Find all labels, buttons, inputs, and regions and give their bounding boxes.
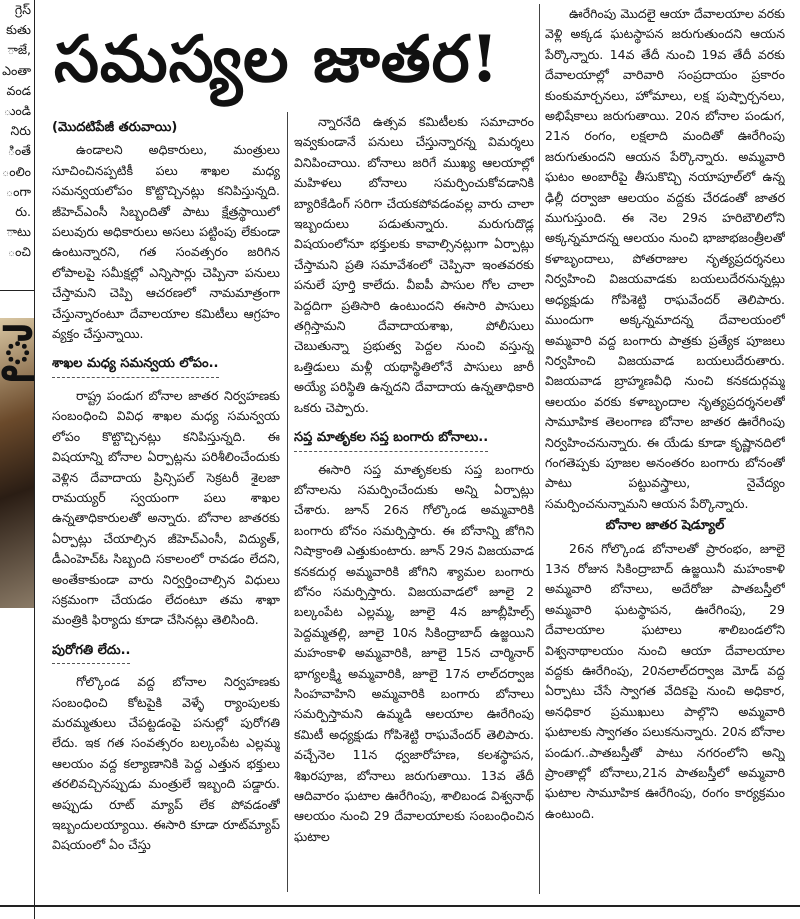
adjacent-text-line: ాజే, [7, 42, 31, 58]
subheading: శాఖల మధ్య సమన్వయ లోపం.. [52, 354, 219, 377]
column-divider [287, 112, 288, 892]
adjacent-heading-glyph: ై [2, 312, 34, 376]
column-2-paragraphs [294, 112, 534, 418]
adjacent-text-line: గ్రెస్ [14, 2, 31, 17]
article-column-2 [294, 112, 534, 892]
adjacent-text-line: కుతు [6, 22, 31, 38]
article-paragraph: రాష్ట్ర పండుగ బోనాల జాతర నిర్వహణకు సంబంధించి వివిధ శాఖల మధ్య సమన్వయ లోపం కొట్టొచ్చినట్లు కనిపిస్తున్నది. ఈ విషయాన్ని బోనాల ఏర్పాట్లను పరిశీలించేందుకు వెళ్లిన దేవాదాయ ప్రిన్సిపల్ సెక్రటరీ శైలజా రామయ్యర్ స్వయంగా పలు శాఖల ఉన్నతాధికారులతో అన్నారు. బోనాల జాతరకు ఏర్పాట్లు చేయాల్సిన జీహెచ్ఎంసీ, విద్యుత్, డీఎంహెచ్ఓ సిబ్బంది సకాలంలో రావడం లేదని, అంతేకాకుండా వారు నిర్వర్తించాల్సిన విధులు సక్రమంగా చేయడం లేదంటూ తమ శాఖా మంత్రికి ఫిర్యాదు కూడా చేసినట్లు తెలిసింది. [52, 387, 280, 628]
subheading: సప్త మాతృకల సప్త బంగారు బోనాలు.. [294, 428, 488, 451]
column-3-paragraphs [545, 4, 785, 514]
adjacent-text-line: ంచి [7, 244, 31, 260]
article-column-3 [545, 4, 785, 904]
adjacent-text-line: రు. [15, 204, 31, 220]
adjacent-column-fragment [0, 0, 35, 919]
adjacent-text-line: నిరు [10, 123, 31, 139]
column-divider [539, 4, 540, 894]
adjacent-text-line: ుండి [3, 103, 31, 119]
adjacent-text-line: ంగా [5, 183, 31, 199]
adjacent-text-line: ాటు [6, 224, 31, 240]
article-paragraph: ఊరేగింపు మొదలై ఆయా దేవాలయాల వరకు వెళ్లి అక్కడ ఘటస్థాపన జరుగుతుందని ఆయన పేర్కొన్నారు. 14వ తేదీ నుంచి 19వ తేదీ వరకు దేవాలయాల్లో వారివారి సంప్రదాయం ప్రకారం కుంకుమార్చనలు, హోమాలు, లక్ష పుష్పార్చనలు, అభిషేకాలు జరుగుతాయి. 20న బోనాల పండుగ, 21న రంగం, లక్షలాది మందితో ఊరేగింపు జరుగుతుందని ఆయన పేర్కొన్నారు. అమ్మవారి ఘటం అంబారీపై తీసుకొచ్చి నయాపూల్‌లో ఉన్న ఢిల్లీ దర్వాజా ఆలయం వద్దకు చేరడంతో జాతర ముగుస్తుంది. ఈ నెల 29న హరిబౌలిలోని అక్కన్నమాదన్న ఆలయం నుంచి భాజాభజంత్రీలతో కళాబృందాలు, పోతరాజుల నృత్యప్రదర్శనలు నిర్వహించి విజయవాడకు బయలుదేరనున్నట్లు అధ్యక్షుడు గోపిశెట్టి రాఘవేందర్ తెలిపారు. ముందుగా అక్కన్నమాదన్న దేవాలయంలో అమ్మవారి వద్ద బంగారు పాత్రకు ప్రత్యేక పూజలు నిర్వహించి విజయవాడ బయలుదేరుతారు. విజయవాడ బ్రాహ్మణవీధి నుంచి కనకదుర్గమ్మ ఆలయం వరకు కళాబృందాల నృత్యప్రదర్శనలతో సామూహిక తెలంగాణ బోనాల జాతర ఊరేగింపు నిర్వహించనున్నారు. ఈ యేడు కూడా కృష్ణానదిలో గంగతెప్పకు పూజల అనంతరం బంగారు బోనంతో పాటు పట్టువస్త్రాలు, నైవేద్యం సమర్పించనున్నామని ఆయన పేర్కొన్నారు. [545, 6, 785, 511]
article-paragraph: ఈసారి సప్త మాతృకలకు సప్త బంగారు బోనాలను సమర్పించేందుకు అన్ని ఏర్పాట్లు చేశారు. జూన్ 26న గోల్కొండ అమ్మవారికి బంగారు బోనం సమర్పిస్తారు. ఈ బోనాన్ని జోగిని నిషాక్రాంతి ఎత్తుకుంటారు. జూన్ 29న విజయవాడ కనకదుర్గ అమ్మవారికి జోగిని శ్యామల బంగారు బోనం సమర్పిస్తారు. విజయవాడలో జూలై 2 బల్కంపేట ఎల్లమ్మ, జూలై 4న జూబ్లీహిల్స్ పెద్దమ్మతల్లి, జూలై 10న సికింద్రాబాద్ ఉజ్జయిని మహంకాళి అమ్మవారికి, జూలై 15న చార్మినార్ భాగ్యలక్ష్మి అమ్మవారికి, జూలై 17న లాల్‌దర్వాజ సింహవాహిని అమ్మవారికి బంగారు బోనాలు సమర్పిస్తామని ఉమ్మడి ఆలయాల ఊరేగింపు కమిటీ అధ్యక్షుడు గోపిశెట్టి రాఘవేందర్ తెలిపారు. వచ్చేనెల 11న ధ్వజారోహణ, కలశస్థాపన, శిఖరపూజ, బోనాలు జరుగుతాయి. 13వ తేదీ ఆదివారం ఘటాల ఊరేగింపు, శాలిబండ విశ్వనాథ్ ఆలయం నుంచి 29 దేవాలయాలకు సంబంధించిన ఘటాల [294, 461, 534, 844]
column-1-paragraphs [52, 386, 280, 631]
divider [0, 290, 34, 291]
column-1-paragraphs [52, 672, 280, 856]
article-paragraph: న్నారనేది ఉత్సవ కమిటీలకు సమాచారం ఇవ్వకుండానే పనులు చేస్తున్నారన్న విమర్శలు వినిపించాయి. బోనాలు జరిగే ముఖ్య ఆలయాల్లో మహిళలు బోనాలు సమర్పించుకోవడానికి బ్యారికేడింగ్ సరిగా చేయకపోవడంవల్ల వారు చాలా ఇబ్బందులు పడుతున్నారు. మరుగుదొడ్ల విషయంలోనూ భక్తులకు కావాల్సినట్లుగా ఏర్పాట్లు చేస్తామని ప్రతి సమావేశంలో చెప్పినా ఇంతవరకు పనులే పూర్తి కాలేదు. వీఐపీ పాసుల గోల చాలా పెద్దదిగా ప్రతిసారి ఉంటుందని ఈసారి పాసులు తగ్గిస్తామని దేవాదాయశాఖ, పోలీసులు చెబుతున్నా ప్రభుత్వ పెద్దల నుంచి వస్తున్న ఒత్తిడులు మళ్లీ యథాస్థితిలోనే పాసులు జారీ అయ్యే పరిస్థితి ఉన్నదని దేవాదాయ ఉన్నతాధికారి ఒకరు చెప్పారు. [294, 114, 534, 415]
column-3-paragraphs [545, 539, 785, 825]
continued-label: (మొదటిపేజీ తరువాయి) [52, 120, 178, 135]
article-column-1 [52, 118, 280, 898]
page-bottom-rule [0, 905, 800, 907]
article [42, 0, 792, 919]
subheading: పురోగతి లేదు.. [52, 641, 130, 664]
article-paragraph: ఉండాలని అధికారులు, మంత్రులు సూచించినప్పటికీ పలు శాఖల మధ్య సమన్వయలోపం కొట్టొచ్చినట్లు కనిపిస్తున్నది. జీహెచ్ఎంసీ సిబ్బందితో పాటు క్షేత్రస్థాయిలో పలువురు అధికారులు అసలు పట్టింపు లేకుండా ఉంటున్నారని, గత సంవత్సరం జరిగిన లోపాలపై సమీక్షల్లో ఎన్నిసార్లు చెప్పినా పనులు చేస్తామని చెప్పి ఆచరణలో నామమాత్రంగా చేస్తున్నారంటూ దేవాలయాల కమిటీలు ఆగ్రహం వ్యక్తం చేస్తున్నాయి. [52, 142, 280, 342]
column-2-paragraphs [294, 460, 534, 848]
article-paragraph: 26న గోల్కొండ బోనాలతో ప్రారంభం, జూలై 13న రోజున సికింద్రాబాద్ ఉజ్జయినీ మహంకాళి అమ్మవారి బోనాలు, అదేరోజు పాతబస్తీలో అమ్మవారి ఘటస్థాపన, ఊరేగింపు, 29 దేవాలయాల ఘటాలు శాలిబండలోని విశ్వనాథాలయం నుంచి ఆయా దేవాలయాల వద్దకు ఊరేగింపు, 20నలాల్‌దర్వాజ మోడ్ వద్ద ఏర్పాటు చేసే స్వాగత వేదికపై నుంచి అధికార, అనధికార ప్రముఖులు పాల్గొని అమ్మవారి ఘటాలకు స్వాగతం పలుకనున్నారు. 20న బోనాల పండుగ..పాతబస్తీతో పాటు నగరంలోని అన్ని ప్రాంతాల్లో బోనాలు,21న పాతబస్తీలో అమ్మవారి ఘటాల సామూహిక ఊరేగింపు, రంగం కార్యక్రమం ఉంటుంది. [545, 540, 785, 821]
adjacent-column-text [0, 0, 34, 263]
article-paragraph: గోల్కొండ వద్ద బోనాల నిర్వహణకు సంబంధించి కోటపైకి వెళ్ళే ర్యాంపులకు మరమ్మతులు చేపట్టడంపై పనుల్లో పురోగతి లేదు. ఇక గత సంవత్సరం బల్కంపేట ఎల్లమ్మ ఆలయం వద్ద కల్యాణానికి పెద్ద ఎత్తున భక్తులు తరలివచ్చినప్పుడు మంత్రులే ఇబ్బంది పడ్డారు. అప్పుడు రూట్ మ్యాప్ లేక పోవడంతో ఇబ్బందులయ్యాయి. ఈసారి కూడా రూట్‌మ్యాప్ విషయంలో ఏం చేస్తు [52, 674, 280, 853]
headline: సమస్యల జాతర! [54, 22, 500, 97]
column-1-paragraphs [52, 140, 280, 344]
schedule-box-title: బోనాల జాతర షెడ్యూల్ [605, 518, 725, 534]
adjacent-text-line: వండ [6, 82, 31, 98]
adjacent-text-line: ఎంతా [2, 62, 31, 78]
adjacent-text-line: ంలిం [2, 163, 31, 179]
adjacent-text-line: ింతే [7, 143, 31, 159]
